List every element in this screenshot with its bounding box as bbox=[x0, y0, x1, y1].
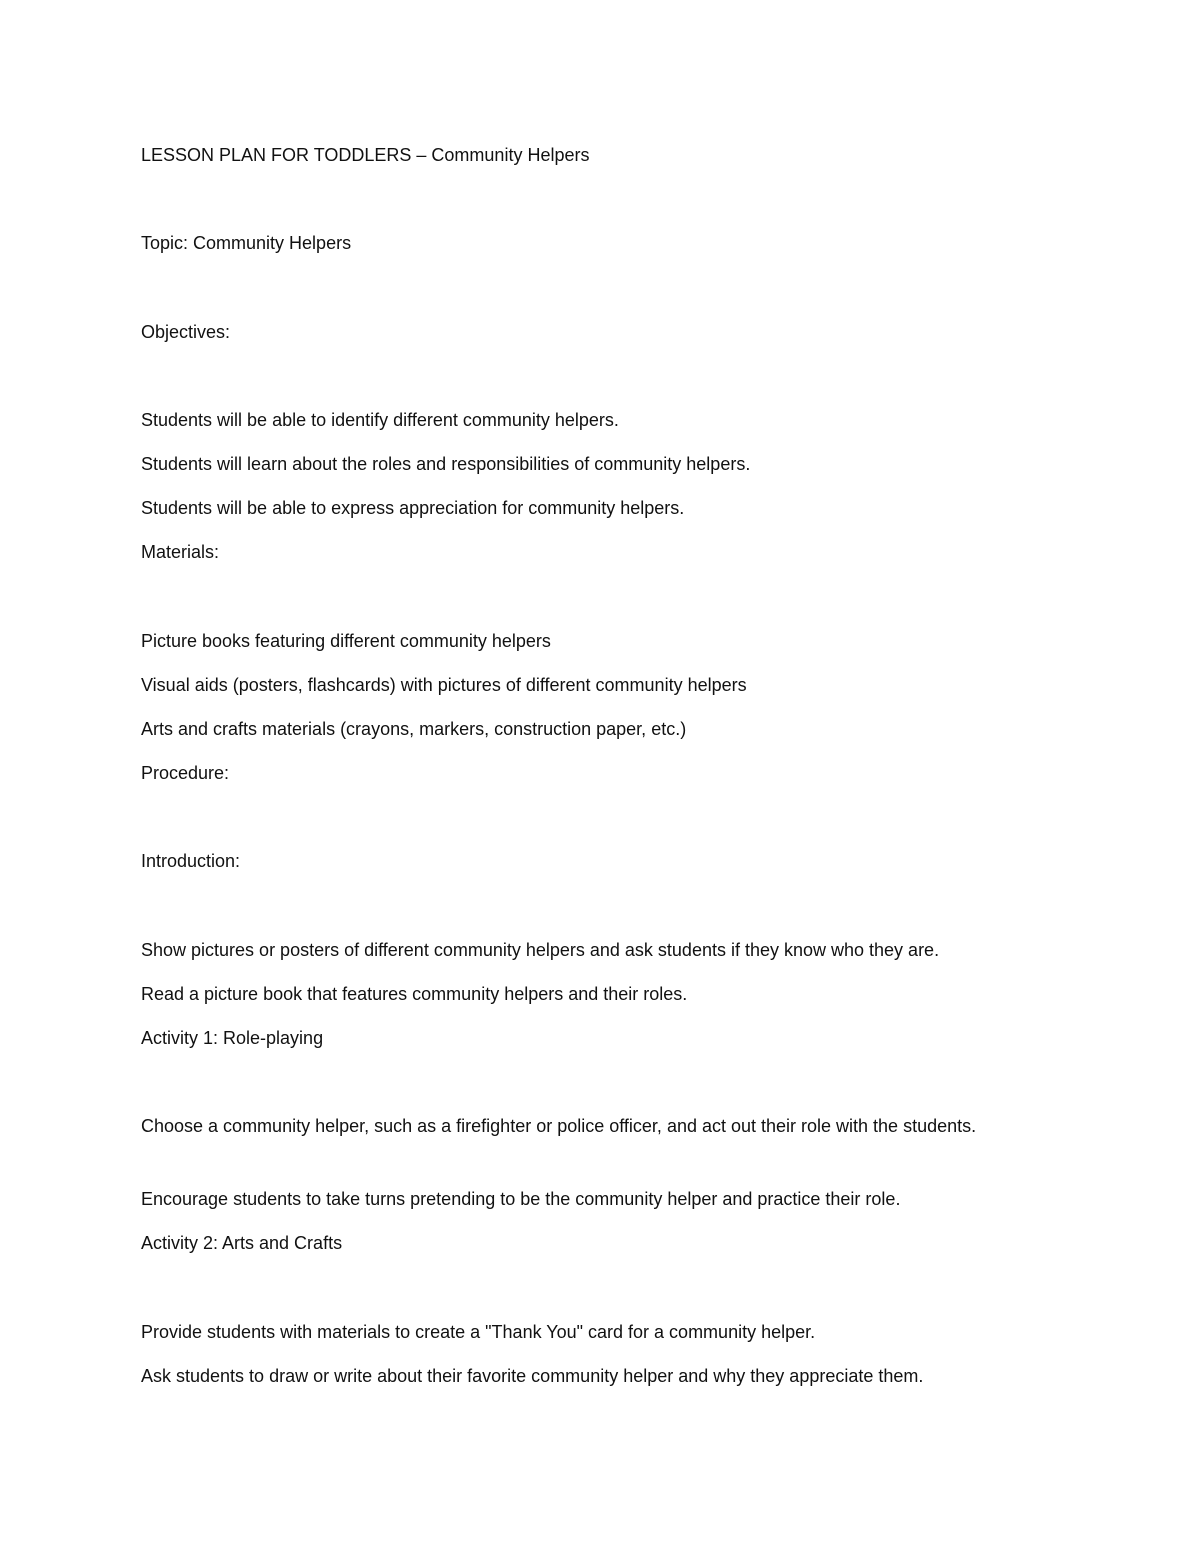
introduction-item-2: Read a picture book that features community helpers and their roles. bbox=[141, 984, 688, 1004]
objective-item-3: Students will be able to express appreciation for community helpers. bbox=[141, 498, 685, 518]
activity2-heading: Activity 2: Arts and Crafts bbox=[141, 1233, 343, 1253]
activity2-item-2: Ask students to draw or write about their favorite community helper and why they appreciate them. bbox=[141, 1366, 924, 1386]
topic-line: Topic: Community Helpers bbox=[141, 233, 352, 253]
activity1-heading: Activity 1: Role-playing bbox=[141, 1028, 324, 1048]
introduction-item-1: Show pictures or posters of different community helpers and ask students if they know who they are. bbox=[141, 940, 940, 960]
materials-heading: Materials: bbox=[141, 542, 220, 562]
objective-item-2: Students will learn about the roles and responsibilities of community helpers. bbox=[141, 454, 751, 474]
material-item-3: Arts and crafts materials (crayons, markers, construction paper, etc.) bbox=[141, 719, 687, 739]
activity2-item-1: Provide students with materials to create a "Thank You" card for a community helper. bbox=[141, 1322, 816, 1342]
activity1-item-1: Choose a community helper, such as a firefighter or police officer, and act out their role with the students. bbox=[141, 1116, 977, 1136]
document-title: LESSON PLAN FOR TODDLERS – Community Helpers bbox=[141, 145, 590, 165]
material-item-1: Picture books featuring different community helpers bbox=[141, 631, 551, 651]
activity1-item-2: Encourage students to take turns pretending to be the community helper and practice their role. bbox=[141, 1189, 901, 1209]
material-item-2: Visual aids (posters, flashcards) with pictures of different community helpers bbox=[141, 675, 747, 695]
objectives-heading: Objectives: bbox=[141, 322, 231, 342]
procedure-heading: Procedure: bbox=[141, 763, 230, 783]
objective-item-1: Students will be able to identify different community helpers. bbox=[141, 410, 619, 430]
introduction-heading: Introduction: bbox=[141, 851, 241, 871]
